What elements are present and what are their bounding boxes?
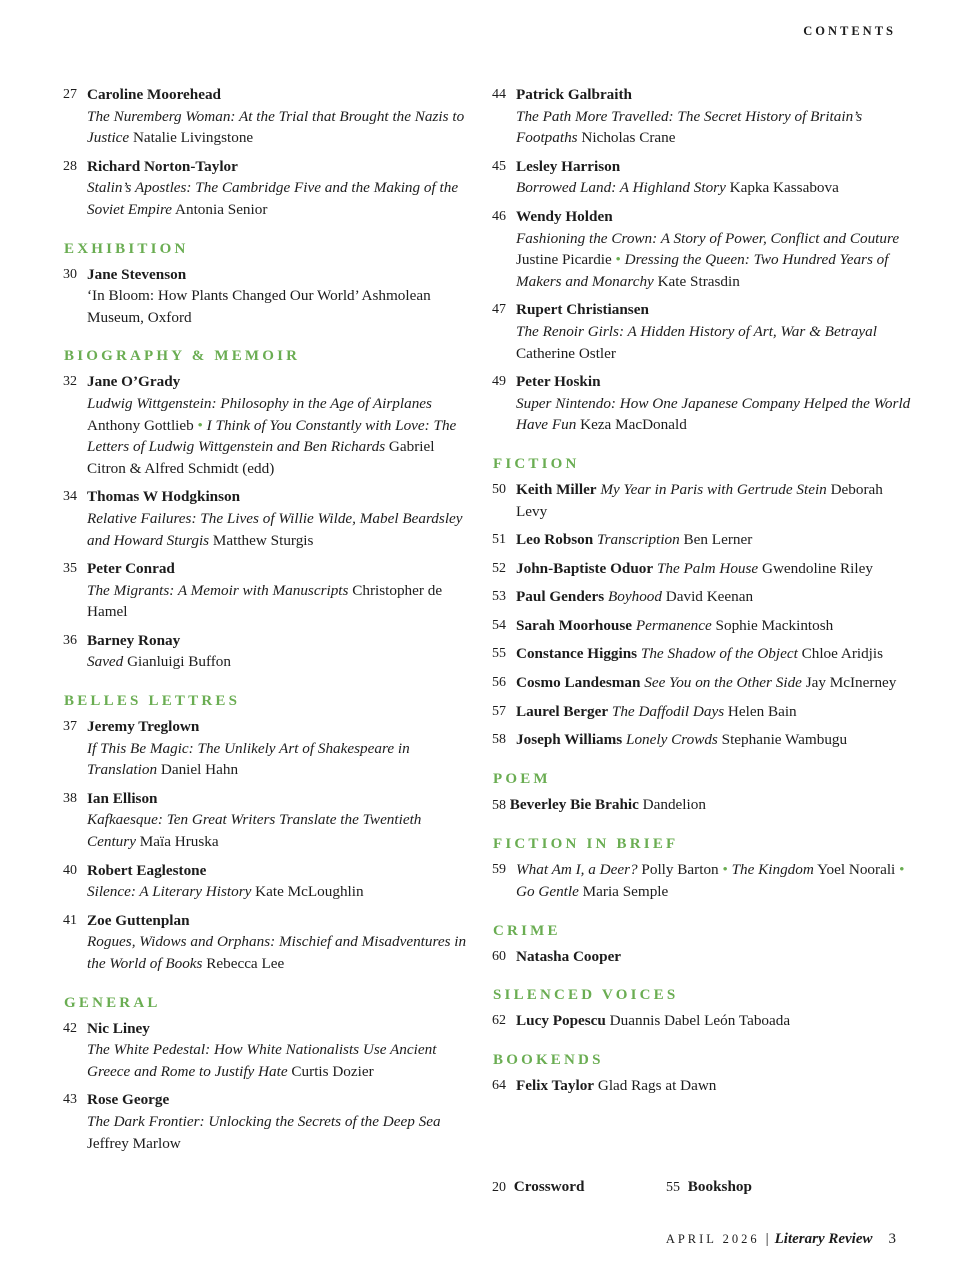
entry-page: 58 [492, 797, 506, 813]
toc-entry[interactable] [63, 1089, 473, 1154]
book-title: The Palm House [656, 559, 759, 577]
entry-author: Caroline Moorehead [87, 86, 222, 103]
book-author: Matthew Sturgis [209, 531, 314, 549]
entry-author: Jane Stevenson [87, 265, 187, 283]
entry-page: 60 [492, 948, 506, 964]
entry-page: 50 [492, 481, 506, 497]
entry-page: 52 [492, 560, 506, 576]
book-title: The Path More Travelled: The Secret History of Britain’s Footpaths [516, 107, 863, 147]
entry-author: Joseph Williams [516, 731, 623, 749]
book-title: The Kingdom [727, 861, 814, 879]
entry-author: Jeremy Treglown [87, 718, 200, 736]
book-title: See You on the Other Side [644, 674, 802, 692]
entry-author: Keith Miller [516, 480, 597, 498]
entry-author: Paul Genders [516, 588, 605, 606]
crossword-page: 20 [492, 1180, 506, 1195]
book-title: The Renoir Girls: A Hidden History of Art, War & Betrayal [516, 322, 877, 340]
book-title: Relative Failures: The Lives of Willie Wilde, Mabel Beardsley and Howard Sturgis [87, 509, 463, 549]
entry-page: 38 [63, 790, 77, 806]
entry-page: 42 [63, 1020, 77, 1036]
book-title: Saved [87, 653, 124, 671]
toc-entry[interactable] [63, 558, 473, 623]
book-author: Maïa Hruska [135, 833, 219, 851]
toc-entry[interactable] [63, 1018, 473, 1083]
book-author: David Keenan [661, 588, 754, 606]
entry-page: 30 [63, 266, 77, 282]
toc-entry[interactable] [63, 264, 473, 329]
entry-page: 36 [63, 632, 77, 648]
book-author: Kate McLoughlin [251, 883, 364, 901]
toc-entry[interactable] [492, 672, 912, 694]
crossword-label: Crossword [513, 1178, 585, 1195]
toc-entry[interactable] [492, 859, 912, 902]
book-title: Go Gentle [516, 883, 579, 901]
entry-author: Peter Hoskin [516, 373, 601, 391]
toc-entry[interactable] [492, 529, 912, 551]
toc-entry[interactable] [492, 701, 912, 723]
entry-author: Barney Ronay [87, 631, 181, 649]
entry-author: Laurel Berger [516, 702, 609, 720]
book-author: Keza MacDonald [576, 416, 687, 434]
book-author: Deborah Levy [516, 480, 883, 520]
entry-author: Natasha Cooper [516, 947, 622, 965]
book-author: Catherine Ostler [516, 344, 616, 362]
book-author: Christopher de Hamel [87, 581, 443, 621]
book-author: ‘In Bloom: How Plants Changed Our World’ Ashmolean Museum, Oxford [87, 287, 431, 326]
book-title: If This Be Magic: The Unlikely Art of Shakespeare in Translation [87, 739, 410, 779]
entry-author: Rupert Christiansen [516, 301, 649, 319]
entry-page: 47 [492, 302, 506, 318]
book-author: Glad Rags at Dawn [597, 1076, 717, 1094]
entry-author: Leo Robson [516, 531, 594, 549]
book-author: Anthony Gottlieb [87, 416, 198, 434]
toc-entry[interactable] [63, 84, 473, 149]
section-title-exhibition: EXHIBITION [64, 240, 189, 257]
page-footer [666, 1231, 896, 1248]
book-author: Justine Picardie [516, 251, 616, 269]
book-title: Permanence [635, 616, 712, 634]
toc-entry[interactable] [492, 1010, 912, 1032]
book-title: Ludwig Wittgenstein: Philosophy in the Age of Airplanes [87, 394, 432, 412]
toc-entry[interactable] [492, 558, 912, 580]
book-title: My Year in Paris with Gertrude Stein [600, 480, 827, 498]
book-title: The Nuremberg Woman: At the Trial that Brought the Nazis to Justice [87, 107, 465, 147]
book-title: The Dark Frontier: Unlocking the Secrets of the Deep Sea [87, 1112, 441, 1130]
book-title: Lonely Crowds [626, 731, 718, 749]
entry-author: Patrick Galbraith [516, 86, 633, 103]
entry-page: 46 [492, 208, 506, 224]
book-title: The Daffodil Days [611, 702, 725, 720]
section-title-biography: BIOGRAPHY & MEMOIR [64, 348, 301, 365]
bullet-separator: • [615, 251, 621, 269]
book-title: Silence: A Literary History [87, 883, 252, 901]
book-title: The Migrants: A Memoir with Manuscripts [87, 581, 349, 599]
section-title-fiction-in-brief: FICTION IN BRIEF [493, 836, 679, 853]
entry-page: 53 [492, 589, 506, 605]
entry-page: 57 [492, 703, 506, 719]
section-title-poem: POEM [493, 770, 551, 787]
right-column [492, 84, 912, 1103]
section-title-silenced-voices: SILENCED VOICES [493, 987, 679, 1004]
section-title-crime: CRIME [493, 922, 561, 939]
section-title-belles-lettres: BELLES LETTRES [64, 693, 241, 710]
book-author: Rebecca Lee [202, 955, 285, 972]
entry-author: John-Baptiste Oduor [516, 559, 654, 577]
book-author: Helen Bain [724, 702, 797, 720]
entry-author: Sarah Moorhouse [516, 616, 633, 634]
toc-entry[interactable] [492, 946, 912, 968]
toc-entry[interactable] [492, 1075, 912, 1097]
entry-page: 40 [63, 862, 77, 878]
book-author: Sophie Mackintosh [711, 616, 834, 634]
book-title: Stalin’s Apostles: The Cambridge Five and the Making of the Soviet Empire [87, 179, 459, 218]
toc-entry[interactable] [492, 156, 912, 199]
entry-page: 51 [492, 532, 506, 548]
book-author: Jay McInerney [801, 674, 897, 692]
entry-page: 59 [492, 862, 506, 878]
book-author: Gwendoline Riley [758, 559, 873, 577]
entry-page: 37 [63, 719, 77, 735]
toc-entry[interactable] [63, 910, 473, 975]
book-author: Curtis Dozier [287, 1062, 374, 1080]
book-title: I Think of You Constantly with Love: The Letters of Ludwig Wittgenstein and Ben Richards [87, 416, 457, 456]
book-author: Ben Lerner [679, 531, 753, 549]
entry-work: Dandelion [642, 795, 706, 813]
book-author: Antonia Senior [172, 200, 268, 218]
entry-author: Rose George [87, 1091, 170, 1109]
entry-author: Ian Ellison [87, 789, 158, 807]
book-title: Rogues, Widows and Orphans: Mischief and Misadventures in the World of Books [87, 933, 467, 972]
toc-entry[interactable] [492, 371, 912, 436]
bookshop-page: 55 [666, 1180, 680, 1195]
entry-page: 41 [63, 912, 77, 928]
toc-entry[interactable] [492, 615, 912, 637]
book-title: Dressing the Queen: Two Hundred Years of Makers and Monarchy [516, 251, 889, 290]
crossword-link[interactable] [492, 1178, 584, 1196]
entry-author: Richard Norton-Taylor [87, 157, 238, 175]
entry-page: 35 [63, 561, 77, 577]
toc-entry[interactable] [63, 630, 473, 673]
entry-page: 54 [492, 617, 506, 633]
entry-page: 64 [492, 1077, 506, 1093]
book-author: Chloe Aridjis [797, 645, 884, 663]
entry-author: Beverley Bie Brahic [509, 795, 639, 813]
toc-entry[interactable] [492, 299, 912, 364]
book-title: Super Nintendo: How One Japanese Company Helped the World Have Fun [516, 394, 911, 434]
book-author: Kapka Kassabova [725, 179, 839, 197]
book-title: What Am I, a Deer? [516, 861, 638, 879]
entry-author: Robert Eaglestone [87, 861, 207, 879]
entry-author: Peter Conrad [87, 560, 175, 578]
toc-entry[interactable] [63, 716, 473, 781]
entry-page: 49 [492, 374, 506, 390]
entry-page: 58 [492, 732, 506, 748]
bullet-separator: • [899, 861, 905, 879]
bullet-separator: • [197, 416, 203, 434]
toc-entry[interactable] [492, 729, 912, 751]
entry-page: 28 [63, 158, 77, 174]
entry-page: 56 [492, 675, 506, 691]
book-author: Maria Semple [578, 883, 669, 901]
book-author: Kate Strasdin [653, 272, 740, 290]
book-author: Duannis Dabel León Taboada [609, 1012, 791, 1030]
entry-author: Felix Taylor [516, 1076, 595, 1094]
toc-entry[interactable] [492, 206, 912, 292]
entry-page: 27 [63, 87, 77, 102]
toc-entry[interactable] [63, 486, 473, 551]
book-title: The White Pedestal: How White Nationalists Use Ancient Greece and Rome to Justify Hate [87, 1041, 437, 1080]
bookshop-link[interactable] [666, 1178, 752, 1196]
entry-page: 44 [492, 87, 506, 102]
book-author: Daniel Hahn [157, 761, 239, 779]
entry-page: 32 [63, 374, 77, 390]
section-title-general: GENERAL [64, 994, 161, 1011]
book-author: Nicholas Crane [577, 129, 676, 147]
toc-entry[interactable] [492, 586, 912, 608]
toc-entry[interactable] [63, 788, 473, 853]
section-title-fiction: FICTION [493, 455, 580, 472]
book-title: Boyhood [607, 588, 662, 606]
section-title-bookends: BOOKENDS [493, 1051, 604, 1068]
left-column [63, 84, 473, 1161]
entry-author: Cosmo Landesman [516, 674, 641, 692]
entry-author: Zoe Guttenplan [87, 911, 190, 929]
book-author: Yoel Noorali [813, 861, 900, 879]
book-title: The Shadow of the Object [640, 645, 798, 663]
footer-month: APRIL 2026 [665, 1232, 760, 1246]
entry-page: 55 [492, 646, 506, 662]
toc-entry[interactable] [63, 371, 473, 479]
book-author: Polly Barton [637, 861, 723, 879]
entry-author: Constance Higgins [516, 645, 638, 663]
toc-entry[interactable] [492, 479, 912, 522]
entry-author: Nic Liney [87, 1019, 150, 1037]
entry-page: 34 [63, 489, 77, 505]
bullet-separator: • [722, 861, 728, 879]
footer-page-number: 3 [888, 1231, 896, 1247]
book-author: Jeffrey Marlow [87, 1134, 181, 1152]
entry-page: 43 [63, 1092, 77, 1108]
book-author: Natalie Livingstone [129, 129, 254, 147]
toc-entry[interactable] [492, 643, 912, 665]
book-title: Fashioning the Crown: A Story of Power, Conflict and Couture [516, 229, 900, 247]
entry-author: Lucy Popescu [516, 1012, 606, 1030]
toc-entry[interactable] [63, 860, 473, 903]
toc-entry[interactable] [492, 84, 912, 149]
entry-page: 62 [492, 1013, 506, 1029]
bookshop-label: Bookshop [687, 1178, 752, 1195]
book-title: Kafkaesque: Ten Great Writers Translate the Twentieth Century [87, 811, 422, 851]
entry-page: 45 [492, 158, 506, 174]
entry-author: Lesley Harrison [516, 157, 621, 175]
book-author: Gabriel Citron & Alfred Schmidt (edd) [87, 438, 435, 477]
entry-author: Thomas W Hodgkinson [87, 488, 241, 506]
book-title: Borrowed Land: A Highland Story [516, 179, 726, 197]
entry-author: Jane O’Grady [87, 373, 181, 391]
footer-separator: | [765, 1231, 769, 1247]
toc-entry[interactable] [63, 156, 473, 221]
footer-magazine: Literary Review [774, 1231, 873, 1247]
poem-entry[interactable] [492, 794, 912, 817]
page-header: CONTENTS [803, 24, 896, 38]
book-title: Transcription [597, 531, 680, 549]
book-author: Stephanie Wambugu [717, 731, 848, 749]
entry-author: Wendy Holden [516, 207, 613, 225]
book-author: Gianluigi Buffon [123, 653, 231, 671]
